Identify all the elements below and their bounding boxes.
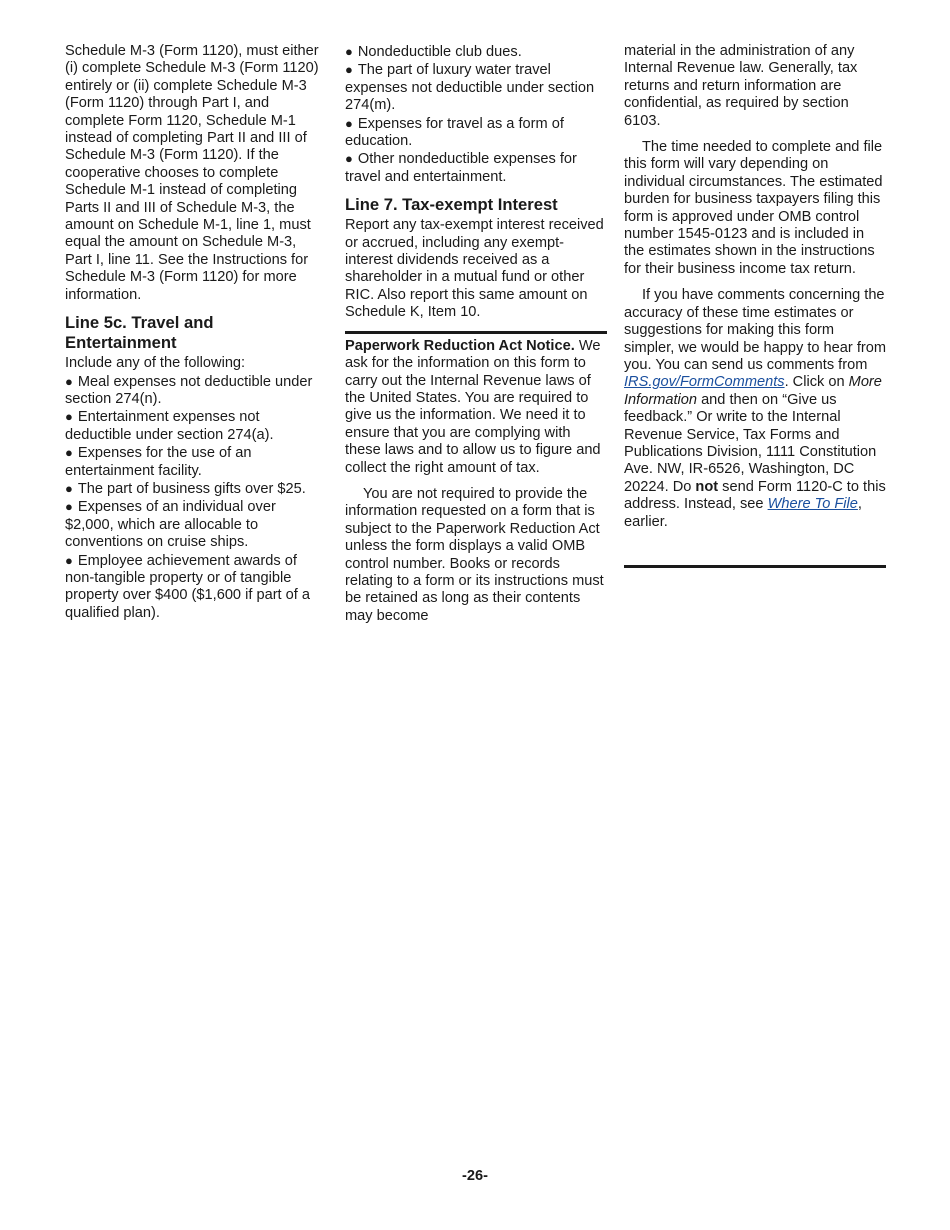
list-item: ● Expenses for travel as a form of education. [345, 115, 564, 150]
bullet-icon: ● [345, 151, 353, 167]
bullet-icon: ● [345, 115, 353, 131]
more-information-text: More Information [624, 374, 882, 408]
bullet-icon: ● [65, 373, 73, 389]
bullet-icon: ● [345, 62, 353, 78]
where-to-file-link[interactable]: Where To File [767, 496, 858, 513]
list-item: ● Meal expenses not deductible under section 274(n). [65, 373, 313, 407]
list-item: ● Other nondeductible expenses for travel and entertainment. [345, 151, 577, 185]
column-1 [65, 43, 323, 622]
page-number: -26- [462, 1168, 488, 1184]
bullet-icon: ● [65, 409, 73, 425]
bullet-icon: ● [65, 480, 73, 496]
list-item: ● The part of business gifts over $25. [65, 480, 306, 497]
travel-bullet-list [345, 43, 607, 186]
bullet-icon: ● [345, 44, 353, 59]
column-3-end-rule [624, 565, 886, 568]
line-5c-heading: Line 5c. Travel and Entertainment [65, 313, 214, 353]
list-item: ● Expenses for the use of an entertainment facility. [65, 445, 252, 479]
not-required-paragraph: You are not required to provide the information requested on a form that is subject to the Paperwork Reduction Act unless the form displays a valid OMB control number. Books or records relating to a form or its instructions must be retained as long as their contents may become [345, 485, 604, 624]
list-item: ● Employee achievement awards of non-tangible property or of tangible property over $400 ($1,600 if part of a qualified plan). [65, 552, 311, 621]
comments-paragraph: If you have comments concerning the accuracy of these time estimates or suggestions for making this form simpler, we would be happy to hear from you. You can send us comments from IRS.gov/FormComments. Click on More Information and then on “Give us feedback.” Or write to the Internal Revenue Service, Tax Forms and Publications Division, 1111 Constitution Ave. NW, IR-6526, Washington, DC 20224. Do not send Form 1120-C to this address. Instead, see Where To File, earlier. [624, 287, 887, 530]
continued-paragraph: material in the administration of any Internal Revenue law. Generally, tax returns and return information are confidential, as required by section 6103. [624, 43, 858, 129]
column-3 [624, 43, 886, 531]
list-item: ● Expenses of an individual over $2,000, which are allocable to conventions on cruise ships. [65, 499, 276, 551]
bullet-icon: ● [65, 552, 73, 568]
time-paragraph: The time needed to complete and file this form will vary depending on individual circumstances. The estimated burden for business taxpayers filing this form is approved under OMB control number 1545-0123 and is included in the estimates shown in the instructions for their business income tax return. [624, 139, 883, 277]
paperwork-title: Paperwork Reduction Act Notice. [345, 337, 575, 354]
irs-form-comments-link[interactable]: IRS.gov/FormComments [624, 374, 785, 391]
paperwork-paragraph: Paperwork Reduction Act Notice. We ask for the information on this form to carry out the Internal Revenue laws of the United States. You are required to give us the information. We need it to ensure that you are complying with these laws and to allow us to figure and collect the right amount of tax. [345, 337, 601, 476]
list-item: ● Entertainment expenses not deductible under section 274(a). [65, 409, 274, 443]
line-7-heading: Line 7. Tax-exempt Interest [345, 195, 558, 215]
bullet-icon: ● [65, 445, 73, 461]
section-divider [345, 331, 607, 334]
line-5c-intro: Include any of the following: [65, 355, 246, 372]
line-7-paragraph: Report any tax-exempt interest received or accrued, including any exempt-interest dividends received as a shareholder in a mutual fund or other RIC. Also report this same amount on Schedule K, Item 10. [345, 217, 604, 321]
list-item: ● Nondeductible club dues. [345, 44, 522, 60]
bullet-icon: ● [65, 499, 73, 515]
line-5c-bullet-list [65, 373, 323, 623]
not-emphasis: not [695, 478, 719, 495]
m3-paragraph: Schedule M-3 (Form 1120), must either (i) complete Schedule M-3 (Form 1120) entirely or (ii) complete Schedule M-3 (Form 1120) through Part I, and complete Form 1120, Schedule M-1 instead of completing Part II and III of Schedule M-3 (Form 1120). If the cooperative chooses to complete Schedule M-1 instead of completing Parts II and III of Schedule M-3, the amount on Schedule M-1, line 1, must equal the amount on Schedule M-3, Part I, line 11. See the Instructions for Schedule M-3 (Form 1120) for more information. [65, 43, 319, 303]
column-2 [345, 43, 607, 625]
list-item: ● The part of luxury water travel expenses not deductible under section 274(m). [345, 62, 595, 114]
